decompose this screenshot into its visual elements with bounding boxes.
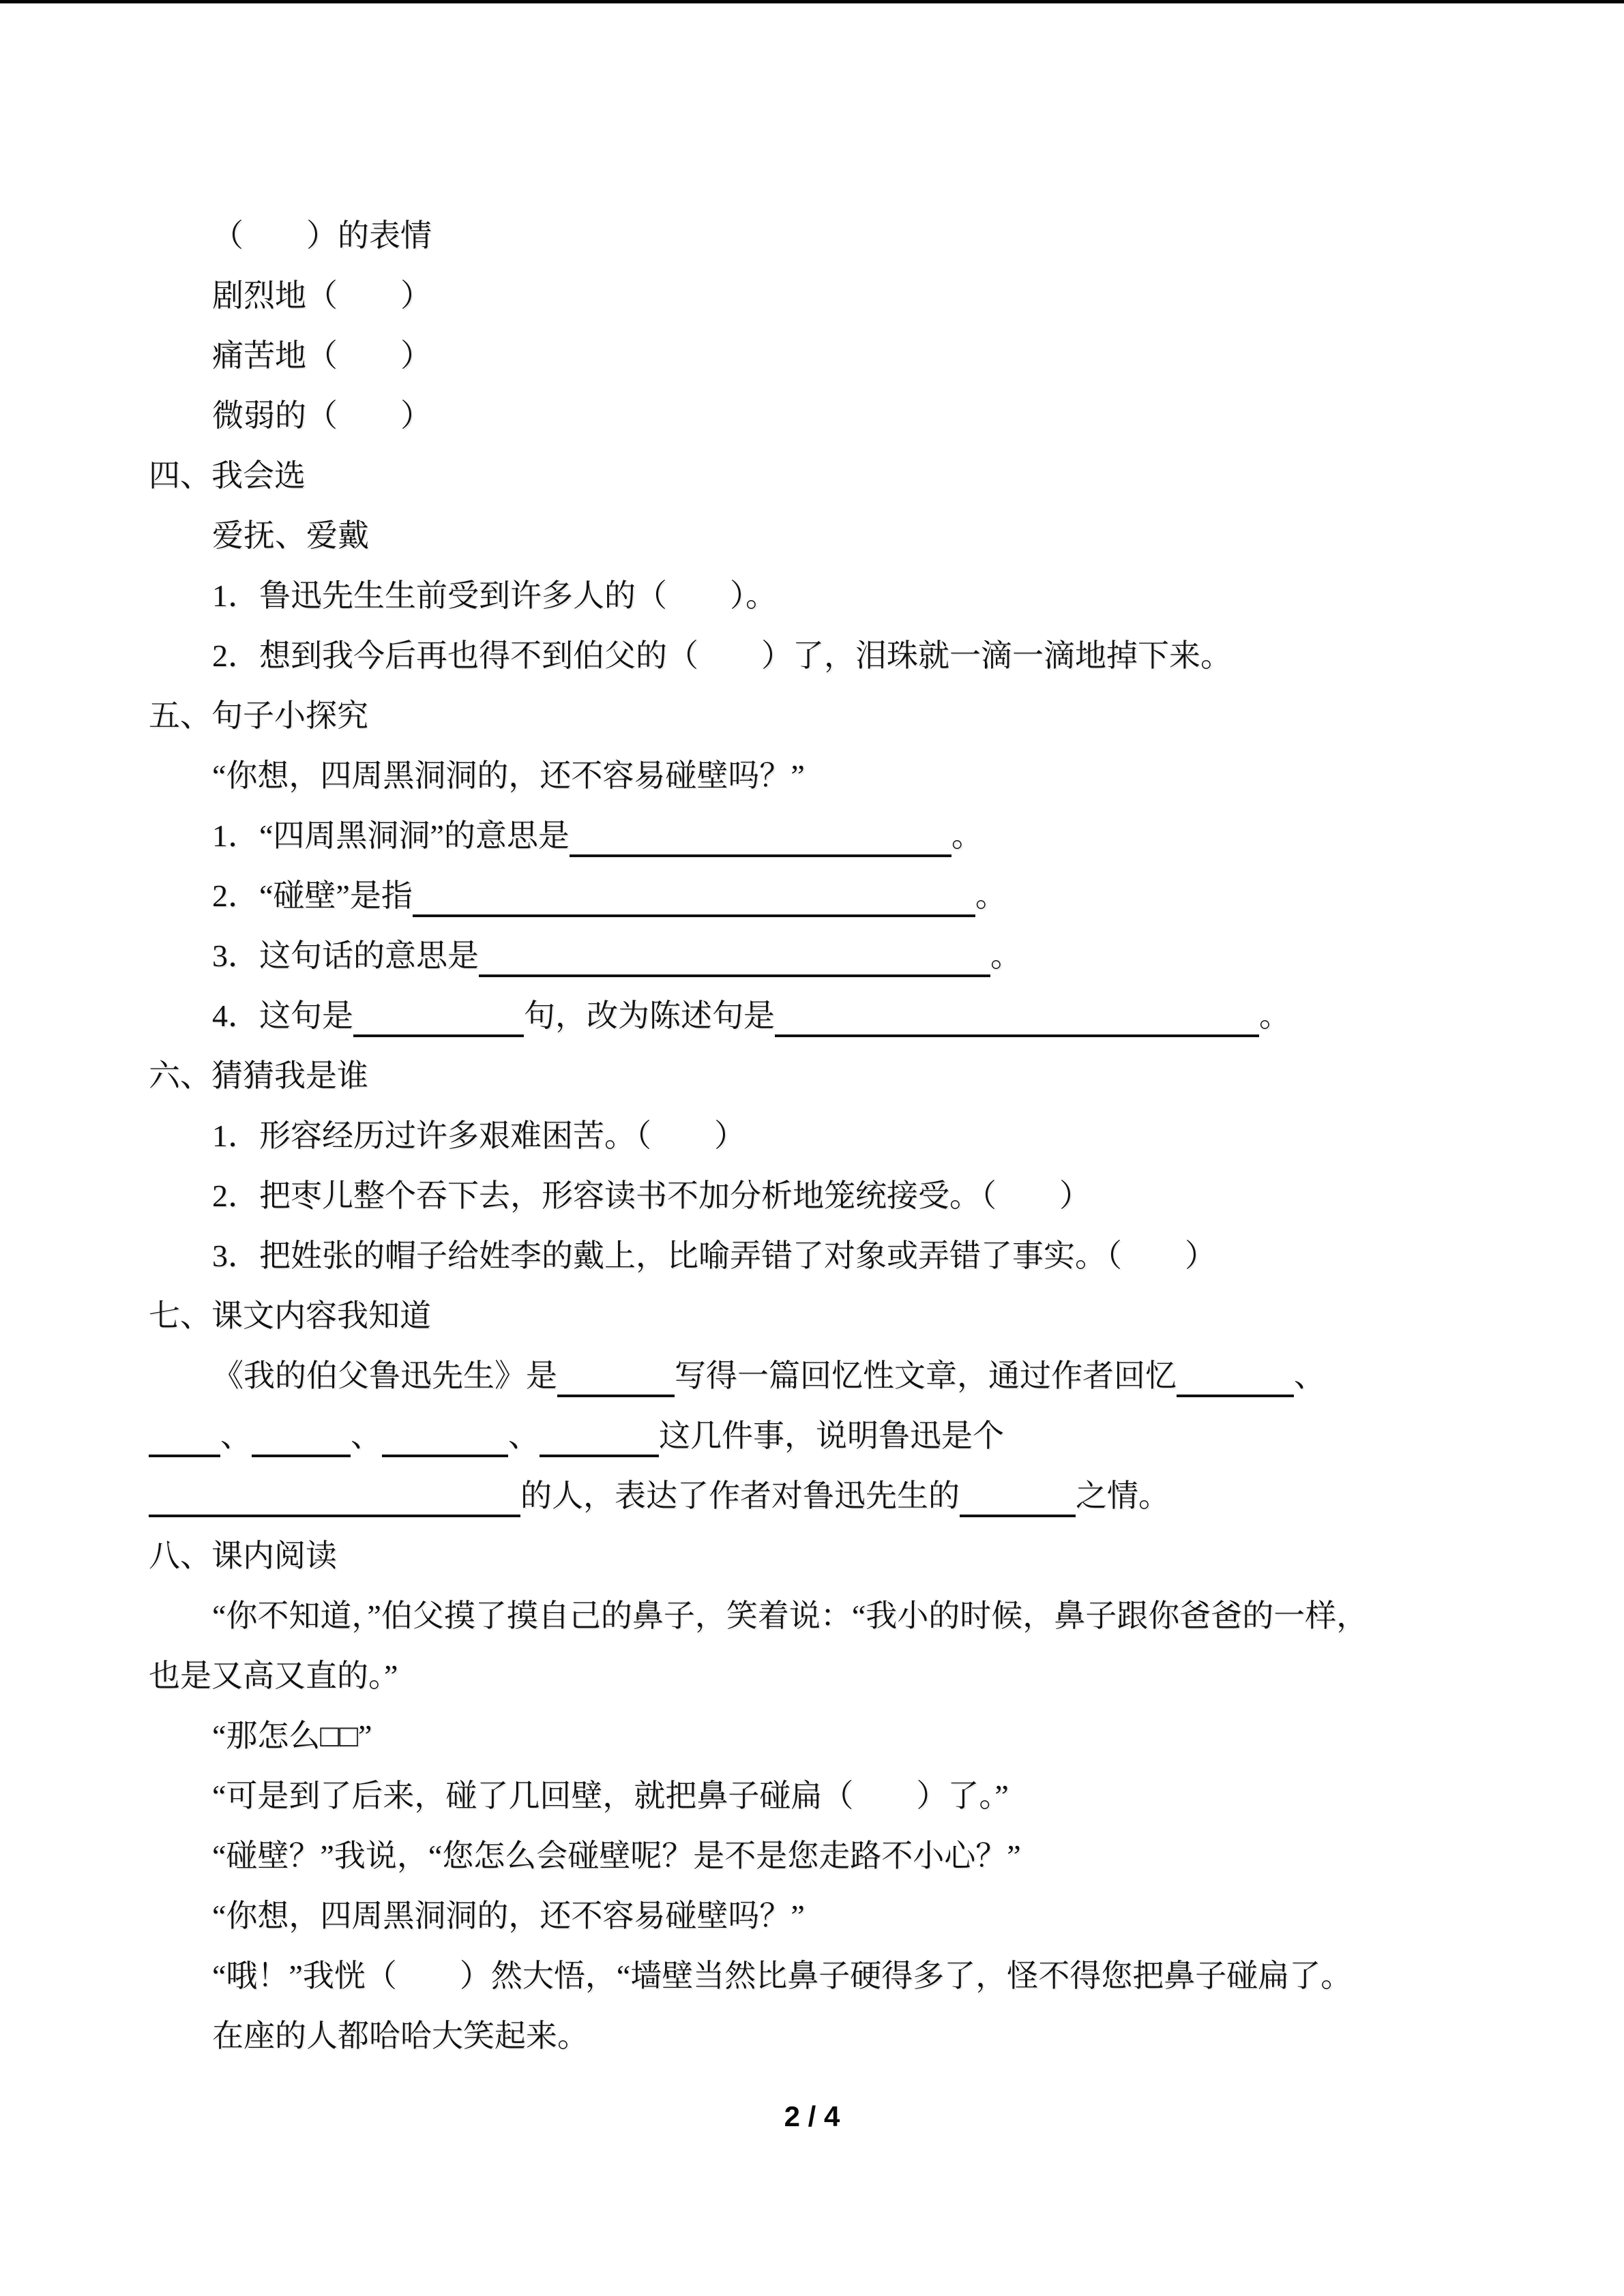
section-6-header xyxy=(0,1046,1624,1106)
text-run: 在座的人都哈哈大笑起来。 xyxy=(212,2018,589,2053)
text-run: 1．鲁迅先生生前受到许多人的（ ）。 xyxy=(212,578,777,613)
text-run: 、 xyxy=(1294,1358,1325,1393)
text-run: 。 xyxy=(951,818,983,853)
text-run: 3．这句话的意思是 xyxy=(212,938,479,973)
section-6-item-1 xyxy=(0,1106,1624,1166)
section-8-para-1-wrap xyxy=(0,1646,1624,1706)
text-run: 2．想到我今后再也得不到伯父的（ ）了，泪珠就一滴一滴地掉下来。 xyxy=(212,638,1232,673)
text-run: 四、我会选 xyxy=(149,458,306,493)
text-run: 3．把姓张的帽子给姓李的戴上，比喻弄错了对象或弄错了事实。（ ） xyxy=(212,1238,1216,1273)
section-8-para-1 xyxy=(0,1586,1624,1646)
section-8-para-3 xyxy=(0,1766,1624,1826)
section-8-para-6 xyxy=(0,1946,1624,2006)
text-run: “你想，四周黑洞洞的，还不容易碰壁吗？” xyxy=(212,1898,805,1933)
fill-in-blank xyxy=(252,1446,351,1457)
page-footer xyxy=(0,2095,1624,2138)
carryover-item-2 xyxy=(0,266,1624,326)
section-7-header xyxy=(0,1286,1624,1346)
text-run: 之情。 xyxy=(1076,1478,1170,1513)
text-run: 2．“碰壁”是指 xyxy=(212,878,413,913)
section-5-item-2 xyxy=(0,866,1624,926)
text-run: 。 xyxy=(990,938,1022,973)
page-number: 2 / 4 xyxy=(784,2100,840,2132)
fill-in-blank xyxy=(570,846,951,857)
fill-in-blank xyxy=(479,966,990,977)
fill-in-blank xyxy=(413,906,975,917)
fill-in-blank xyxy=(149,1506,520,1517)
section-7-line-1 xyxy=(0,1346,1624,1406)
section-8-para-5 xyxy=(0,1886,1624,1946)
section-8-para-7 xyxy=(0,2006,1624,2066)
text-run: 2．把枣儿整个吞下去，形容读书不加分析地笼统接受。（ ） xyxy=(212,1178,1091,1213)
section-5-item-1 xyxy=(0,806,1624,866)
text-run: “那怎么□□” xyxy=(212,1718,372,1753)
fill-in-blank xyxy=(1177,1386,1294,1397)
section-7-line-3 xyxy=(0,1466,1624,1526)
text-run: 剧烈地（ ） xyxy=(212,278,432,313)
text-run: 六、猜猜我是谁 xyxy=(149,1058,368,1093)
top-border xyxy=(0,0,1624,3)
text-run: 也是又高又直的。” xyxy=(149,1658,398,1693)
fill-in-blank xyxy=(775,1026,1259,1037)
page-content xyxy=(0,206,1624,2066)
section-8-para-2 xyxy=(0,1706,1624,1766)
text-run: 、 xyxy=(508,1418,540,1453)
text-run: 4．这句是 xyxy=(212,998,353,1033)
text-run: “可是到了后来，碰了几回壁，就把鼻子碰扁（ ）了。” xyxy=(212,1778,1009,1813)
text-run: 、 xyxy=(351,1418,382,1453)
fill-in-blank xyxy=(353,1026,524,1037)
text-run: 写得一篇回忆性文章，通过作者回忆 xyxy=(675,1358,1177,1393)
fill-in-blank xyxy=(960,1506,1076,1517)
section-5-quote xyxy=(0,746,1624,806)
text-run: 七、课文内容我知道 xyxy=(149,1298,431,1333)
carryover-item-4 xyxy=(0,386,1624,446)
fill-in-blank xyxy=(149,1446,220,1457)
section-4-word-bank xyxy=(0,506,1624,566)
text-run: 的人，表达了作者对鲁迅先生的 xyxy=(520,1478,960,1513)
text-run: 这几件事，说明鲁迅是个 xyxy=(659,1418,1004,1453)
section-8-para-4 xyxy=(0,1826,1624,1886)
section-6-item-2 xyxy=(0,1166,1624,1226)
section-6-item-3 xyxy=(0,1226,1624,1286)
section-4-item-1 xyxy=(0,566,1624,626)
text-run: 。 xyxy=(975,878,1007,913)
text-run: 八、课内阅读 xyxy=(149,1538,337,1573)
text-run: “哦！”我恍（ ）然大悟，“墙壁当然比鼻子硬得多了，怪不得您把鼻子碰扁了。 xyxy=(212,1958,1353,1993)
text-run: 句，改为陈述句是 xyxy=(524,998,775,1033)
fill-in-blank xyxy=(557,1386,675,1397)
carryover-item-3 xyxy=(0,326,1624,386)
section-4-header xyxy=(0,446,1624,506)
text-run: “碰壁？”我说，“您怎么会碰壁呢？是不是您走路不小心？” xyxy=(212,1838,1021,1873)
text-run: 五、句子小探究 xyxy=(149,698,368,733)
section-5-item-3 xyxy=(0,926,1624,986)
carryover-item-1 xyxy=(0,206,1624,266)
text-run: 痛苦地（ ） xyxy=(212,338,432,373)
text-run: 、 xyxy=(220,1418,252,1453)
text-run: “你想，四周黑洞洞的，还不容易碰壁吗？” xyxy=(212,758,805,793)
text-run: 微弱的（ ） xyxy=(212,398,432,433)
text-run: “你不知道，”伯父摸了摸自己的鼻子，笑着说：“我小的时候，鼻子跟你爸爸的一样， xyxy=(212,1598,1368,1633)
section-5-header xyxy=(0,686,1624,746)
text-run: 爱抚、爱戴 xyxy=(212,518,369,553)
text-run: 《我的伯父鲁迅先生》是 xyxy=(212,1358,557,1393)
section-7-line-2 xyxy=(0,1406,1624,1466)
text-run: （ ）的表情 xyxy=(212,218,432,253)
section-5-item-4 xyxy=(0,986,1624,1046)
text-run: 1．形容经历过许多艰难困苦。（ ） xyxy=(212,1118,745,1153)
fill-in-blank xyxy=(382,1446,508,1457)
text-run: 1．“四周黑洞洞”的意思是 xyxy=(212,818,570,853)
section-8-header xyxy=(0,1526,1624,1586)
section-4-item-2 xyxy=(0,626,1624,686)
text-run: 。 xyxy=(1259,998,1290,1033)
fill-in-blank xyxy=(540,1446,659,1457)
